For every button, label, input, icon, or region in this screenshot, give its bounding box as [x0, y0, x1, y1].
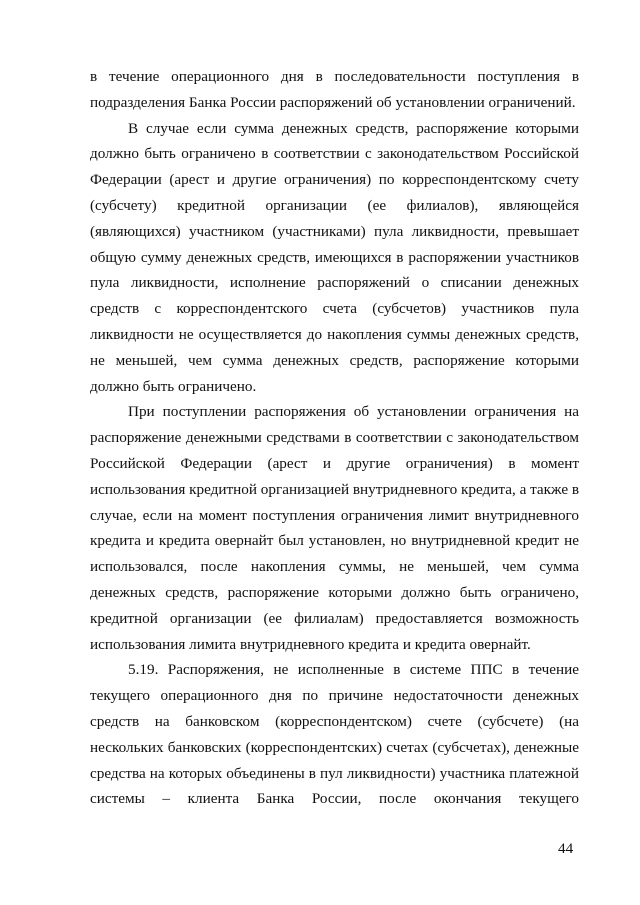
text-line: использования кредитной организацией внутридневного кредита, а также в [90, 480, 580, 498]
text-line: не меньшей, чем сумма денежных средств, распоряжение которыми [90, 351, 579, 369]
text-line: общую сумму денежных средств, имеющихся в распоряжении участников [90, 248, 579, 266]
text-line: Российской Федерации (арест и другие ограничения) в момент [90, 454, 579, 472]
text-line: средств с корреспондентского счета (субсчетов) участников пула [90, 300, 579, 318]
text-line: пула ликвидности, исполнение распоряжений о списании денежных [90, 274, 579, 292]
paragraph-3 [90, 399, 579, 657]
text-line: должно быть ограничено в соответствии с законодательством Российской [90, 145, 579, 163]
text-line: текущего операционного дня по причине недостаточности денежных [90, 687, 579, 705]
text-line: средств на банковском (корреспондентском) счете (субсчете) (на [90, 712, 579, 730]
text-line: (субсчету) кредитной организации (ее филиалов), являющейся [90, 196, 579, 214]
text-line: в течение операционного дня в последовательности поступления в [90, 68, 579, 85]
text-line: должно быть ограничено. [90, 377, 257, 395]
text-line: подразделения Банка России распоряжений об установлении ограничений. [90, 93, 576, 111]
text-line: средства на которых объединены в пул ликвидности) участника платежной [90, 764, 579, 782]
paragraph-2 [90, 116, 579, 400]
text-line: При поступлении распоряжения об установлении ограничения на [128, 403, 579, 421]
text-line: системы – клиента Банка России, после окончания текущего [90, 790, 579, 808]
paragraph-1 [90, 64, 579, 116]
text-line: распоряжение денежными средствами в соответствии с законодательством [90, 429, 579, 447]
text-line: 5.19. Распоряжения, не исполненные в системе ППС в течение [128, 661, 579, 679]
page-number: 44 [558, 840, 574, 857]
text-line: нескольких банковских (корреспондентских) счетах (субсчетах), денежные [90, 738, 579, 756]
text-line: случае, если на момент поступления ограничения лимит внутридневного [90, 506, 579, 524]
document-page [90, 64, 579, 812]
text-line: кредита и кредита овернайт был установлен, но внутридневной кредит не [90, 532, 579, 550]
text-line: Федерации (арест и другие ограничения) по корреспондентскому счету [90, 171, 579, 189]
text-line: (являющихся) участником (участниками) пула ликвидности, превышает [90, 222, 579, 240]
text-line: использования лимита внутридневного кредита и кредита овернайт. [90, 635, 531, 653]
text-line: использовался, после накопления суммы, не меньшей, чем сумма [90, 558, 579, 576]
text-line: ликвидности не осуществляется до накопления суммы денежных средств, [90, 325, 579, 343]
paragraph-4 [90, 657, 579, 812]
text-line: кредитной организации (ее филиалам) предоставляется возможность [90, 609, 579, 627]
text-line: В случае если сумма денежных средств, распоряжение которыми [128, 119, 579, 137]
text-line: денежных средств, распоряжение которыми должно быть ограничено, [90, 583, 579, 601]
